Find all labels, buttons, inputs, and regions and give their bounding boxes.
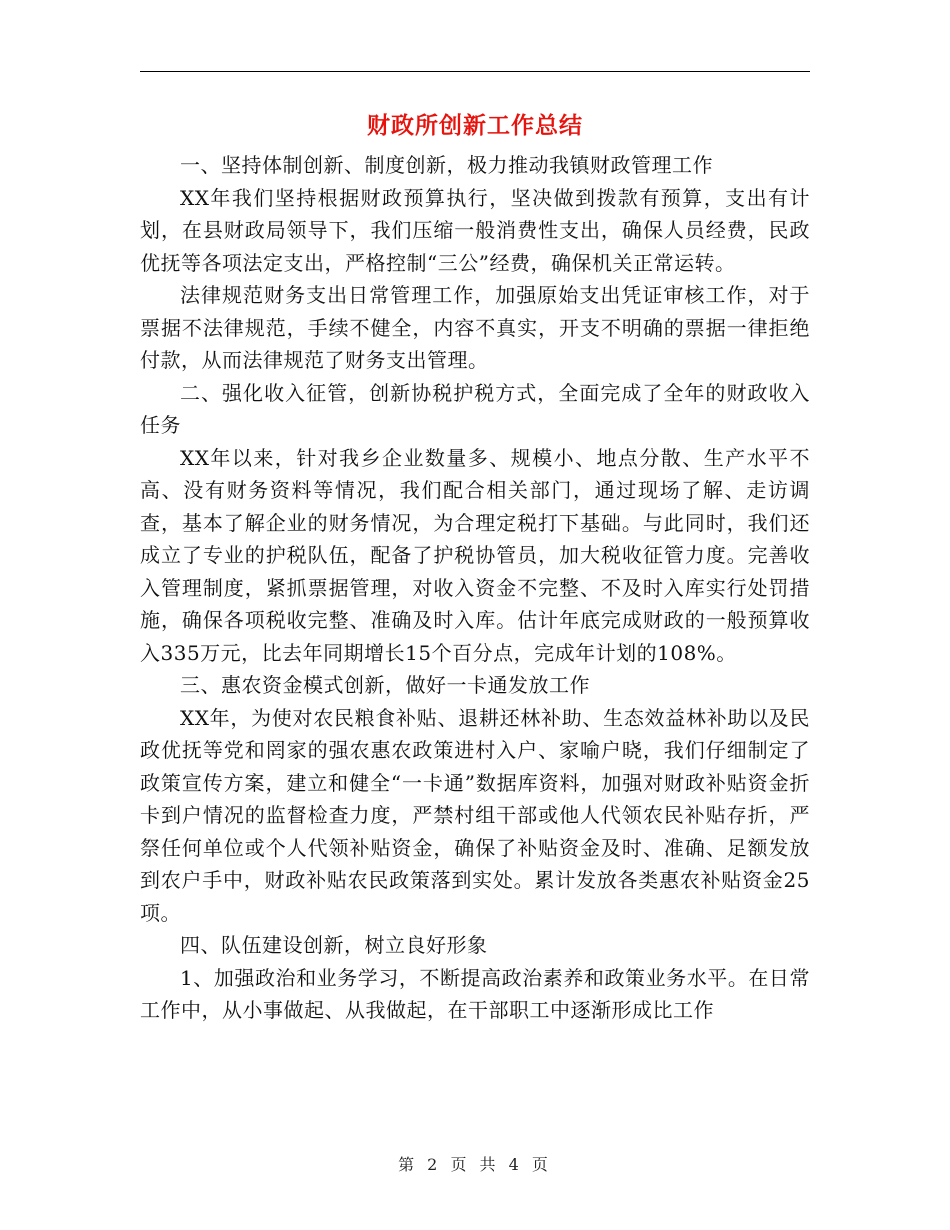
document-body (140, 149, 810, 1027)
section-heading-4: 四、队伍建设创新，树立良好形象 (180, 933, 488, 957)
section-heading-1: 一、坚持体制创新、制度创新，极力推动我镇财政管理工作 (180, 153, 713, 177)
section-heading-3: 三、惠农资金模式创新，做好一卡通发放工作 (180, 673, 590, 697)
paragraph: 法律规范财务支出日常管理工作，加强原始支出凭证审核工作，对于票据不法律规范，手续不健全，内容不真实，开支不明确的票据一律拒绝付款，从而法律规范了财务支出管理。 (140, 283, 810, 372)
paragraph: XX年，为使对农民粮食补贴、退耕还林补助、生态效益林补助以及民政优抚等党和罔家的强农惠农政策进村入户、家喻户晓，我们仔细制定了政策宣传方案，建立和健全“一卡通”数据库资料，加强对财政补贴资金折卡到户情况的监督检查力度，严禁村组干部或他人代领农民补贴存折，严祭任何单位或个人代领补贴资金，确保了补贴资金及时、准确、足额发放到农户手中，财政补贴农民政策落到实处。累计发放各类惠农补贴资金25项。 (140, 705, 810, 925)
section-heading-2: 二、强化收入征管，创新协税护税方式，全面完成了全年的财政收入任务 (140, 380, 810, 437)
header-rule (140, 71, 810, 72)
paragraph: 1、加强政治和业务学习，不断提高政治素养和政策业务水平。在日常工作中，从小事做起、从我做起，在干部职工中逐渐形成比工作 (140, 965, 810, 1022)
document-title: 财政所创新工作总结 (367, 112, 583, 139)
paragraph: XX年我们坚持根据财政预算执行，坚决做到拨款有预算，支出有计划，在县财政局领导下，我们压缩一般消费性支出，确保人员经费，民政优抚等各项法定支出，严格控制“三公”经费，确保机关正常运转。 (140, 185, 810, 275)
page-footer: 第 2 页 共 4 页 (398, 1155, 552, 1174)
paragraph: XX年以来，针对我乡企业数量多、规模小、地点分散、生产水平不高、没有财务资料等情况，我们配合相关部门，通过现场了解、走访调查，基本了解企业的财务情况，为合理定税打下基础。与此同时，我们还成立了专业的护税队伍，配备了护税协管员，加大税收征管力度。完善收入管理制度，紧抓票据管理，对收入资金不完整、不及时入库实行处罚措施，确保各项税收完整、准确及时入库。估计年底完成财政的一般预算收入335万元，比去年同期增长15个百分点，完成年计划的108%。 (140, 445, 810, 665)
